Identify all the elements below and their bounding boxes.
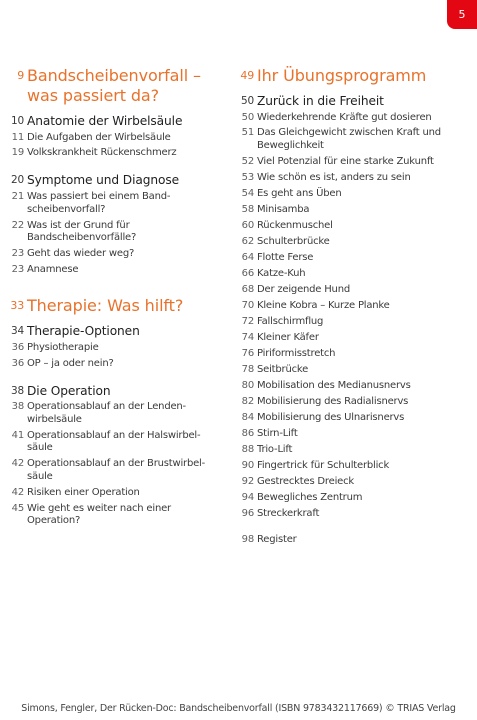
- toc-entry-title: Anatomie der Wirbelsäule: [27, 114, 183, 128]
- toc-page-number: 74: [241, 331, 254, 343]
- toc-entry-title: Anamnese: [27, 264, 79, 276]
- toc-chapter-entry[interactable]: [0, 296, 222, 316]
- toc-page-number: 42: [11, 486, 24, 498]
- toc-sub-entry[interactable]: [230, 112, 470, 125]
- toc-head-entry[interactable]: [0, 324, 222, 339]
- toc-entry-title: Operationsablauf an der Lenden-wirbelsäule: [27, 401, 186, 425]
- toc-sub-entry[interactable]: [230, 316, 470, 329]
- toc-entry-title: Physiotherapie: [27, 341, 99, 353]
- toc-head-entry[interactable]: [0, 173, 222, 188]
- toc-spacer: [0, 163, 222, 173]
- toc-page-number: 42: [11, 458, 24, 470]
- toc-entry-title: Kleiner Käfer: [257, 331, 319, 343]
- toc-sub-entry[interactable]: [0, 487, 222, 500]
- toc-entry-title: Der zeigende Hund: [257, 283, 350, 295]
- toc-sub-entry[interactable]: [230, 156, 470, 169]
- toc-entry-title: Schulterbrücke: [257, 235, 330, 247]
- toc-sub-entry[interactable]: [0, 132, 222, 145]
- toc-sub-entry[interactable]: [0, 191, 222, 216]
- toc-entry-title: Bandscheibenvorfall – was passiert da?: [27, 66, 201, 105]
- toc-sub-entry[interactable]: [230, 252, 470, 265]
- toc-entry-title: Register: [257, 533, 297, 545]
- toc-page-number: 22: [11, 219, 24, 231]
- toc-entry-title: Volkskrankheit Rückenschmerz: [27, 147, 177, 159]
- toc-sub-entry[interactable]: [230, 492, 470, 505]
- toc-entry-title: Die Operation: [27, 383, 111, 398]
- toc-sub-entry[interactable]: [230, 444, 470, 457]
- toc-entry-title: Piriformisstretch: [257, 347, 336, 359]
- toc-sub-entry[interactable]: [230, 220, 470, 233]
- toc-sub-entry[interactable]: [230, 188, 470, 201]
- toc-page-number: 84: [241, 411, 254, 423]
- toc-page-number: 80: [241, 379, 254, 391]
- toc-sub-entry[interactable]: [230, 300, 470, 313]
- toc-page-number: 58: [241, 204, 254, 216]
- toc-page-number: 94: [241, 491, 254, 503]
- toc-page-number: 62: [241, 235, 254, 247]
- toc-entry-title: Mobilisierung des Ulnarisnervs: [257, 411, 405, 423]
- toc-spacer: [230, 524, 470, 534]
- toc-sub-entry[interactable]: [0, 264, 222, 277]
- toc-entry-title: Gestrecktes Dreieck: [257, 475, 354, 487]
- toc-page-number: 36: [11, 357, 24, 369]
- toc-page-number: 66: [241, 267, 254, 279]
- toc-page-number: 92: [241, 475, 254, 487]
- toc-page-number: 10: [11, 115, 24, 127]
- toc-page-number: 9: [17, 69, 24, 82]
- toc-sub-entry[interactable]: [230, 127, 470, 152]
- toc-sub-entry[interactable]: [230, 380, 470, 393]
- toc-entry-title: Flotte Ferse: [257, 251, 314, 263]
- toc-spacer: [0, 374, 222, 384]
- toc-page-number: 50: [241, 111, 254, 123]
- toc-page-number: 86: [241, 427, 254, 439]
- toc-entry-title: Seitbrücke: [257, 363, 309, 375]
- toc-entry-title: Ihr Übungsprogramm: [257, 66, 427, 85]
- toc-sub-entry[interactable]: [230, 508, 470, 521]
- toc-sub-entry[interactable]: [230, 348, 470, 361]
- toc-entry-title: Wie schön es ist, anders zu sein: [257, 172, 411, 184]
- toc-entry-title: Fingertrick für Schulterblick: [257, 459, 390, 471]
- toc-head-entry[interactable]: [0, 384, 222, 399]
- toc-entry-title: OP – ja oder nein?: [27, 357, 114, 369]
- toc-entry-title: Mobilisierung des Radialisnervs: [257, 395, 409, 407]
- toc-sub-entry[interactable]: [230, 236, 470, 249]
- toc-page-number: 52: [241, 156, 254, 168]
- toc-page-number: 51: [241, 127, 254, 139]
- toc-sub-entry[interactable]: [230, 332, 470, 345]
- toc-page-number: 41: [11, 429, 24, 441]
- toc-page-number: 50: [241, 95, 254, 107]
- toc-entry-title: Kleine Kobra – Kurze Planke: [257, 299, 390, 311]
- toc-sub-entry[interactable]: [0, 342, 222, 355]
- toc-entry-title: Operationsablauf an der Halswirbel-säule: [27, 429, 201, 454]
- toc-entry-title: Zurück in die Freiheit: [257, 94, 384, 108]
- toc-entry-title: Wiederkehrende Kräfte gut dosieren: [257, 111, 432, 123]
- page-number: 5: [458, 8, 466, 21]
- toc-sub-entry[interactable]: [0, 220, 222, 245]
- toc-page-number: 21: [11, 190, 24, 202]
- toc-entry-title: Was passiert bei einem Band-scheibenvorfall?: [27, 190, 171, 215]
- toc-page-number: 82: [241, 395, 254, 407]
- toc-sub-entry[interactable]: [230, 460, 470, 473]
- toc-sub-entry[interactable]: [0, 358, 222, 371]
- toc-head-entry[interactable]: [230, 94, 470, 109]
- toc-sub-entry[interactable]: [0, 401, 222, 426]
- toc-entry-title: Was ist der Grund für Bandscheibenvorfälle?: [27, 219, 137, 244]
- toc-page-number: 36: [11, 341, 24, 353]
- toc-sub-entry[interactable]: [0, 503, 222, 528]
- toc-page-number: 38: [11, 401, 24, 413]
- toc-entry-title: Bewegliches Zentrum: [257, 491, 363, 503]
- toc-page-number: 78: [241, 363, 254, 375]
- toc-page-number: 54: [241, 188, 254, 200]
- toc-page-number: 49: [240, 69, 254, 82]
- toc-head-entry[interactable]: [0, 114, 222, 129]
- toc-page-number: 70: [241, 299, 254, 311]
- toc-entry-title: Die Aufgaben der Wirbelsäule: [27, 131, 171, 143]
- toc-entry-title: Symptome und Diagnose: [27, 173, 179, 188]
- toc-sub-entry[interactable]: [230, 412, 470, 425]
- toc-sub-entry[interactable]: [0, 458, 222, 483]
- toc-sub-entry[interactable]: [230, 284, 470, 297]
- toc-entry-title: Fallschirmflug: [257, 315, 324, 327]
- toc-entry-title: Therapie-Optionen: [27, 324, 140, 339]
- toc-sub-entry[interactable]: [230, 364, 470, 377]
- toc-entry-title: Wie geht es weiter nach einer Operation?: [27, 502, 171, 527]
- page-number-badge: [447, 0, 477, 29]
- toc-page-number: 11: [11, 131, 24, 143]
- toc-sub-entry[interactable]: [0, 430, 222, 455]
- toc-page-number: 23: [11, 264, 24, 276]
- toc-chapter-entry[interactable]: [230, 66, 470, 86]
- toc-page-number: 60: [241, 220, 254, 231]
- toc-page-number: 20: [11, 174, 24, 187]
- toc-sub-entry[interactable]: [0, 248, 222, 261]
- toc-page-number: 53: [241, 172, 254, 184]
- toc-spacer: [0, 280, 222, 296]
- toc-page-number: 64: [241, 251, 254, 263]
- toc-page-number: 23: [11, 248, 24, 260]
- toc-entry-title: Rückenmuschel: [257, 220, 333, 231]
- toc-entry-title: Therapie: Was hilft?: [27, 296, 184, 316]
- toc-page-number: 34: [11, 325, 24, 338]
- toc-page-number: 33: [10, 299, 24, 313]
- toc-chapter-entry[interactable]: [0, 66, 222, 106]
- toc-entry-title: Mobilisation des Medianusnervs: [257, 379, 411, 391]
- toc-page-number: 98: [241, 533, 254, 545]
- toc-entry-title: Katze-Kuh: [257, 267, 306, 279]
- toc-right-column: [230, 66, 470, 550]
- toc-entry-title: Streckerkraft: [257, 507, 320, 519]
- toc-page-number: 68: [241, 283, 254, 295]
- toc-page-number: 72: [241, 315, 254, 327]
- toc-page-number: 38: [11, 384, 24, 397]
- toc-entry-title: Viel Potenzial für eine starke Zukunft: [257, 156, 434, 168]
- toc-page-number: 90: [241, 459, 254, 471]
- toc-page-number: 96: [241, 507, 254, 519]
- toc-sub-entry[interactable]: [0, 147, 222, 160]
- toc-entry-title: Minisamba: [257, 204, 310, 216]
- footer-citation: Simons, Fengler, Der Rücken-Doc: Bandscheibenvorfall (ISBN 9783432117669) © TRIAS Verlag: [21, 703, 456, 714]
- toc-sub-entry[interactable]: [230, 268, 470, 281]
- toc-sub-entry[interactable]: [230, 172, 470, 185]
- toc-left-column: [0, 66, 222, 531]
- toc-sub-entry[interactable]: [230, 396, 470, 409]
- toc-sub-entry[interactable]: [230, 534, 470, 547]
- toc-page-number: 45: [11, 502, 24, 514]
- toc-page-number: 76: [241, 347, 254, 359]
- toc-page-number: 19: [11, 147, 24, 159]
- toc-entry-title: Das Gleichgewicht zwischen Kraft und Beweglichkeit: [257, 127, 441, 152]
- toc-entry-title: Operationsablauf an der Brustwirbel-säule: [27, 458, 206, 482]
- toc-entry-title: Stirn-Lift: [257, 427, 298, 439]
- toc-page-number: 88: [241, 443, 254, 455]
- toc-entry-title: Risiken einer Operation: [27, 486, 140, 498]
- toc-entry-title: Geht das wieder weg?: [27, 248, 135, 260]
- toc-sub-entry[interactable]: [230, 476, 470, 489]
- toc-entry-title: Es geht ans Üben: [257, 188, 342, 200]
- toc-sub-entry[interactable]: [230, 204, 470, 217]
- toc-sub-entry[interactable]: [230, 428, 470, 441]
- toc-entry-title: Trio-Lift: [257, 443, 293, 455]
